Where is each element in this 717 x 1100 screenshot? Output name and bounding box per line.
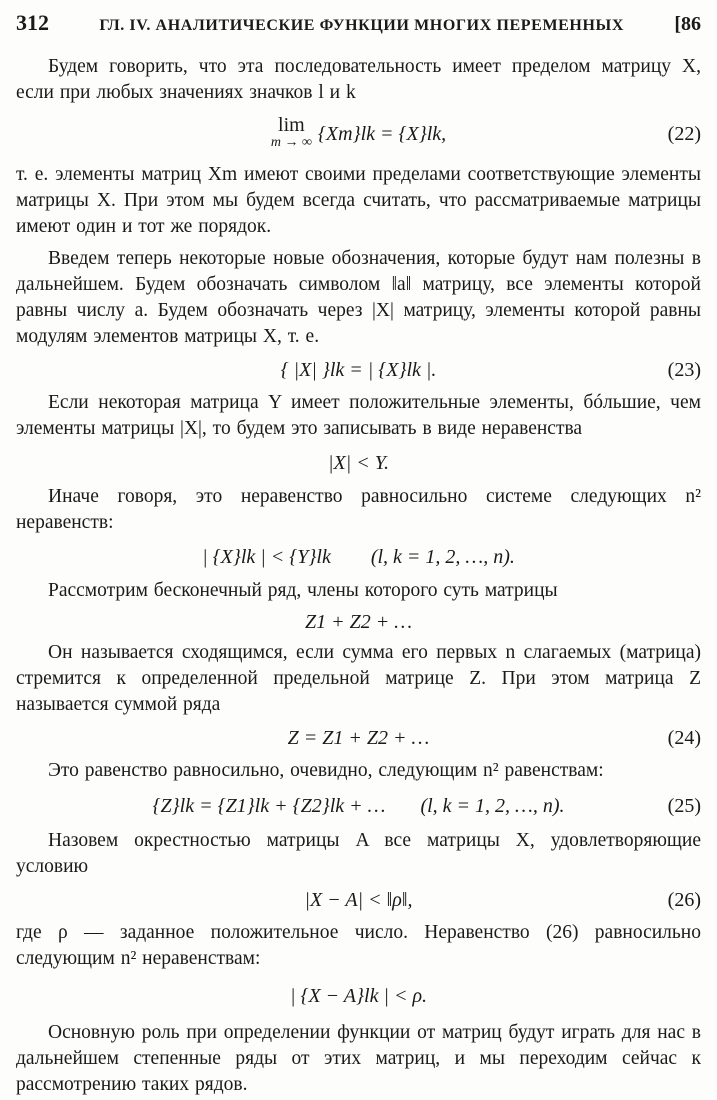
paragraph-3: Введем теперь некоторые новые обозначения, которые будут нам полезны в дальнейшем. Будем обозначать символом ‖a‖ матрицу, все элементы которой равны числу a. Будем обозначать через |X| матрицу, элементы которой равны модулям элементов матрицы X, т. е. bbox=[16, 248, 701, 347]
equation-23 bbox=[16, 350, 701, 390]
equation-body: Z = Z1 + Z2 + … bbox=[287, 726, 430, 749]
equation-body: {Z}lk = {Z1}lk + {Z2}lk + … (l, k = 1, 2, …, n). bbox=[152, 794, 565, 817]
equation-body: {Xm}lk = {X}lk, bbox=[317, 122, 447, 145]
page-number: 312 bbox=[16, 10, 49, 35]
equation-22 bbox=[16, 106, 701, 162]
equation-body: Z1 + Z2 + … bbox=[304, 610, 413, 633]
paragraph-11: Основную роль при определении функции от матриц будут играть для нас в дальнейшем степенные ряды от этих матриц, и мы переходим сейчас к рассмотрению таких рядов. bbox=[16, 1022, 701, 1095]
paragraph-1: Будем говорить, что эта последовательность имеет пределом матрицу X, если при любых значениях значков l и k bbox=[16, 56, 701, 103]
equation-25 bbox=[16, 784, 701, 828]
section-number: [86 bbox=[674, 13, 701, 35]
equation-body: |X − A| < ‖ρ‖, bbox=[304, 888, 413, 911]
paragraph-5: Иначе говоря, это неравенство равносильно системе следующих n² неравенств: bbox=[16, 486, 701, 533]
equation-body: { |X| }lk = | {X}lk |. bbox=[280, 358, 437, 381]
equation-number: (26) bbox=[667, 888, 701, 911]
equation-26 bbox=[16, 880, 701, 920]
equation-24 bbox=[16, 718, 701, 758]
equation-body: |X| < Y. bbox=[328, 451, 389, 474]
equation-number: (22) bbox=[667, 122, 701, 145]
paragraph-7: Он называется сходящимся, если сумма его первых n слагаемых (матрица) стремится к определенной предельной матрице Z. При этом матрица Z называется суммой ряда bbox=[16, 642, 701, 715]
paragraph-4: Если некоторая матрица Y имеет положительные элементы, бóльшие, чем элементы матрицы |X|, то будем это записывать в виде неравенства bbox=[16, 392, 701, 439]
equation-series bbox=[16, 604, 701, 640]
paragraph-6: Рассмотрим бесконечный ряд, члены которого суть матрицы bbox=[48, 580, 558, 601]
equation-system bbox=[16, 536, 701, 578]
chapter-title: ГЛ. IV. АНАЛИТИЧЕСКИЕ ФУНКЦИИ МНОГИХ ПЕРЕМЕННЫХ bbox=[99, 17, 624, 34]
equation-number: (23) bbox=[667, 358, 701, 381]
paragraph-2: т. е. элементы матриц Xm имеют своими пределами соответствующие элементы матрицы X. При этом мы будем всегда считать, что рассматриваемые матрицы имеют один и тот же порядок. bbox=[16, 164, 701, 237]
equation-number: (25) bbox=[667, 794, 701, 817]
equation-body: | {X − A}lk | < ρ. bbox=[289, 984, 428, 1007]
equation-body: | {X}lk | < {Y}lk (l, k = 1, 2, …, n). bbox=[202, 545, 515, 568]
equation-neighborhood bbox=[16, 972, 701, 1020]
limit-operator: lim m → ∞ bbox=[270, 114, 312, 150]
equation-inequality bbox=[16, 442, 701, 484]
running-header bbox=[16, 10, 701, 42]
equation-number: (24) bbox=[667, 726, 701, 749]
paragraph-8: Это равенство равносильно, очевидно, следующим n² равенствам: bbox=[48, 760, 604, 781]
paragraph-10: где ρ — заданное положительное число. Неравенство (26) равносильно следующим n² неравенствам: bbox=[16, 922, 701, 969]
paragraph-9: Назовем окрестностью матрицы A все матрицы X, удовлетворяющие условию bbox=[16, 830, 701, 877]
